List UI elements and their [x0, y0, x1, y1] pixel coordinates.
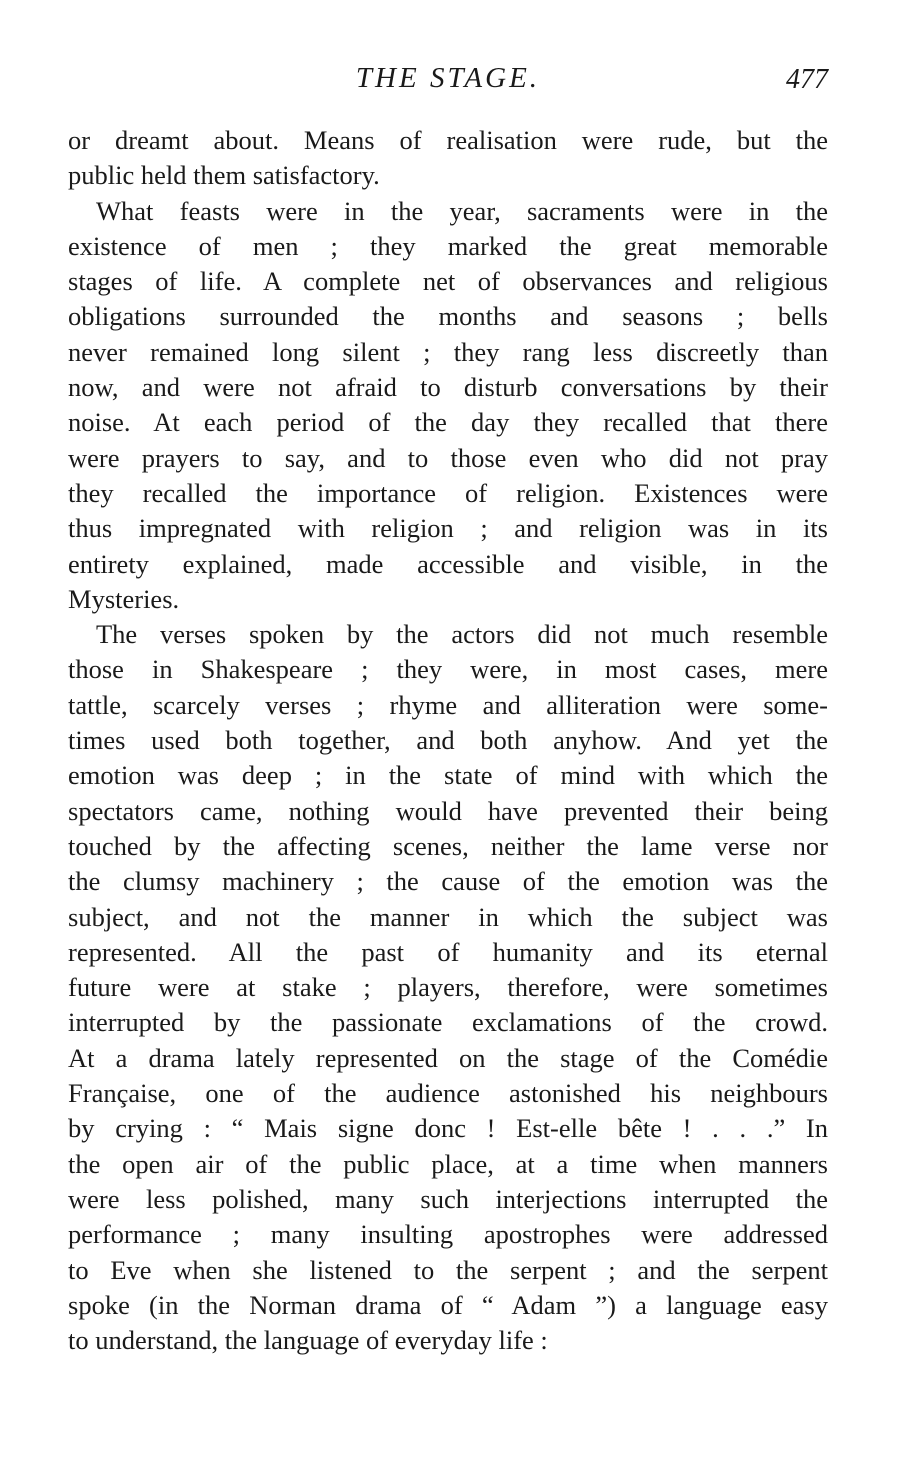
text-line: were less polished, many such interjections interrupted the — [68, 1183, 828, 1214]
text-line: subject, and not the manner in which the subject was — [68, 901, 828, 932]
running-title: THE STAGE. — [355, 62, 541, 94]
text-line: the open air of the public place, at a time when manners — [68, 1148, 828, 1179]
body-text — [68, 123, 828, 1358]
text-line: Mysteries. — [68, 583, 180, 614]
text-line: interrupted by the passionate exclamations of the crowd. — [68, 1007, 828, 1038]
text-line: entirety explained, made accessible and visible, in the — [68, 548, 828, 579]
text-line: thus impregnated with religion ; and religion was in its — [68, 513, 828, 544]
text-line: performance ; many insulting apostrophes were addressed — [68, 1219, 828, 1250]
text-line: spoke (in the Norman drama of “ Adam ”) a language easy — [68, 1289, 828, 1320]
text-line: noise. At each period of the day they recalled that there — [68, 407, 828, 438]
text-line: were prayers to say, and to those even who did not pray — [68, 442, 828, 473]
text-line: public held them satisfactory. — [68, 160, 380, 191]
text-line: times used both together, and both anyhow. And yet the — [68, 725, 828, 756]
text-line: At a drama lately represented on the stage of the Comédie — [68, 1042, 828, 1073]
text-line: emotion was deep ; in the state of mind with which the — [68, 760, 828, 791]
text-line: spectators came, nothing would have prevented their being — [68, 795, 828, 826]
text-line: they recalled the importance of religion. Existences were — [68, 477, 828, 508]
text-line: the clumsy machinery ; the cause of the emotion was the — [68, 866, 828, 897]
text-line: never remained long silent ; they rang less discreetly than — [68, 336, 828, 367]
text-line: The verses spoken by the actors did not much resemble — [96, 619, 828, 650]
text-line: What feasts were in the year, sacraments were in the — [96, 195, 828, 226]
text-line: represented. All the past of humanity and its eternal — [68, 936, 828, 967]
text-line: touched by the affecting scenes, neither the lame verse nor — [68, 830, 828, 861]
text-line: by crying : “ Mais signe donc ! Est-elle bête ! . . .” In — [68, 1113, 828, 1144]
running-header — [68, 62, 828, 102]
text-line: to Eve when she listened to the serpent ; and the serpent — [68, 1254, 828, 1285]
text-line: Française, one of the audience astonished his neighbours — [68, 1078, 828, 1109]
text-line: or dreamt about. Means of realisation were rude, but the — [68, 125, 828, 155]
text-line: obligations surrounded the months and seasons ; bells — [68, 301, 828, 332]
text-line: to understand, the language of everyday life : — [68, 1325, 548, 1356]
text-line: tattle, scarcely verses ; rhyme and alliteration were some- — [68, 689, 828, 720]
text-line: now, and were not afraid to disturb conversations by their — [68, 372, 828, 403]
text-line: existence of men ; they marked the great memorable — [68, 230, 828, 261]
text-line: future were at stake ; players, therefore, were sometimes — [68, 972, 828, 1003]
text-line: those in Shakespeare ; they were, in most cases, mere — [68, 654, 828, 685]
text-line: stages of life. A complete net of observances and religious — [68, 266, 828, 297]
page-number: 477 — [786, 64, 828, 95]
